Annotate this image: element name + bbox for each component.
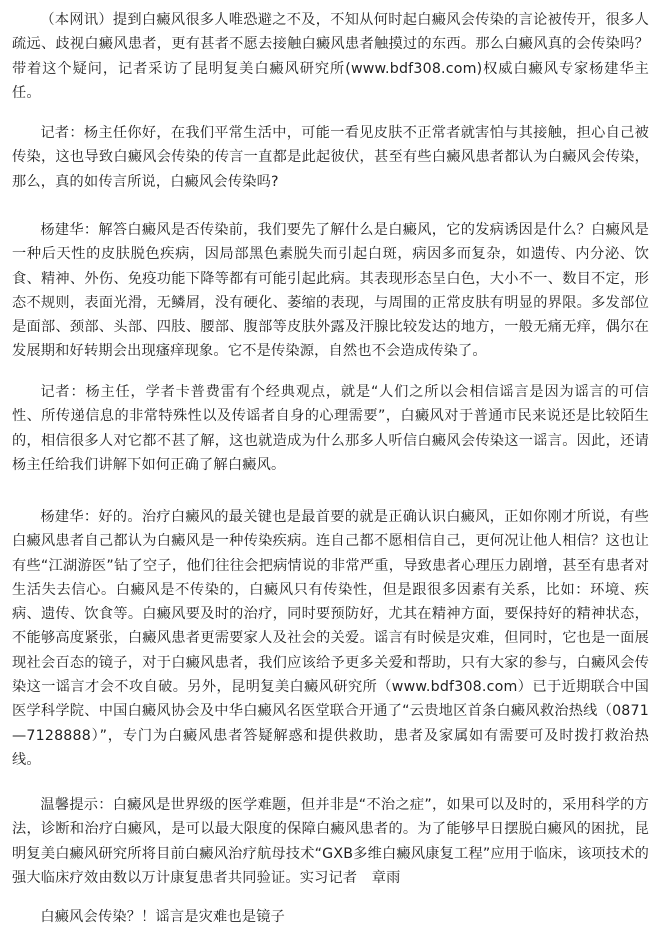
paragraph-headline: 白癜风会传染？！谣言是灾难也是镜子 <box>40 909 285 925</box>
paragraph-expert-answer-1: 杨建华：解答白癜风是否传染前，我们要先了解什么是白癜风，它的发病诱因是什么？白癜风是一种后天性的皮肤脱色疾病，因局部黑色素脱失而引起白斑，病因多而复杂，如遗传、内分泌、饮食、精神、外伤、免疫功能下降等都有可能引起此病。其表现形态呈白色，大小不一、数目不定，形态不规则，表面光滑，无鳞屑，没有硬化、萎缩的表现，与周围的正常皮肤有明显的界限。多发部位是面部、颈部、头部、四肢、腰部、腹部等皮肤外露及汗腺比较发达的地方，一般无痛无痒，偶尔在发展期和好转期会出现瘙痒现象。它不是传染源，自然也不会造成传染了。 <box>12 222 649 360</box>
paragraph-expert-answer-2: 杨建华：好的。治疗白癜风的最关键也是最首要的就是正确认识白癜风，正如你刚才所说，有些白癜风患者自己都认为白癜风是一种传染疾病。连自己都不愿相信自己，更何况让他人相信？这也让有些“江湖游医”钻了空子，他们往往会把病情说的非常严重，导致患者心理压力剧增，甚至有患者对生活失去信心。白癜风是不传染的，白癜风只有传染性，但是跟很多因素有关系，比如：环境、疾病、遗传、饮食等。白癜风要及时的治疗，同时要预防好，尤其在精神方面，要保持好的精神状态，不能够高度紧张，白癜风患者更需要家人及社会的关爱。谣言有时候是灾难，但同时，它也是一面展现社会百态的镜子，对于白癜风患者，我们应该给予更多关爱和帮助，只有大家的参与，白癜风会传染这一谣言才会不攻自破。另外，昆明复美白癜风研究所（www.bdf308.com）已于近期联合中国医学科学院、中国白癜风协会及中华白癜风名医堂联合开通了“云贵地区首条白癜风救治热线（0871—7128888）”，专门为白癜风患者答疑解惑和提供救助，患者及家属如有需要可及时拨打救治热线。 <box>12 509 649 768</box>
paragraph-reporter-question-2: 记者：杨主任，学者卡普费雷有个经典观点，就是“人们之所以会相信谣言是因为谣言的可信性、所传递信息的非常特殊性以及传谣者自身的心理需要”，白癜风对于普通市民来说还是比较陌生的，相信很多人对它都不甚了解，这也就造成为什么那多人听信白癜风会传染这一谣言。因此，还请杨主任给我们讲解下如何正确了解白癜风。 <box>12 384 649 473</box>
paragraph-intro: （本网讯）提到白癜风很多人唯恐避之不及，不知从何时起白癜风会传染的言论被传开，很多人疏远、歧视白癜风患者，更有甚者不愿去接触白癜风患者触摸过的东西。那么白癜风真的会传染吗？带着这个疑问，记者采访了昆明复美白癜风研究所(www.bdf308.com)权威白癜风专家杨建华主任。 <box>12 12 649 101</box>
paragraph-reporter-question-1: 记者：杨主任你好，在我们平常生活中，可能一看见皮肤不正常者就害怕与其接触，担心自己被传染，这也导致白癜风会传染的传言一直都是此起彼伏，甚至有些白癜风患者都认为白癜风会传染，那么，真的如传言所说，白癜风会传染吗? <box>12 125 649 190</box>
paragraph-tip: 温馨提示：白癜风是世界级的医学难题，但并非是“不治之症”，如果可以及时的，采用科学的方法，诊断和治疗白癜风，是可以最大限度的保障白癜风患者的。为了能够早日摆脱白癜风的困扰，昆明复美白癜风研究所将目前白癜风治疗航母技术“GXB多维白癜风康复工程”应用于临床，该项技术的强大临床疗效由数以万计康复患者共同验证。实习记者 章雨 <box>12 797 649 886</box>
